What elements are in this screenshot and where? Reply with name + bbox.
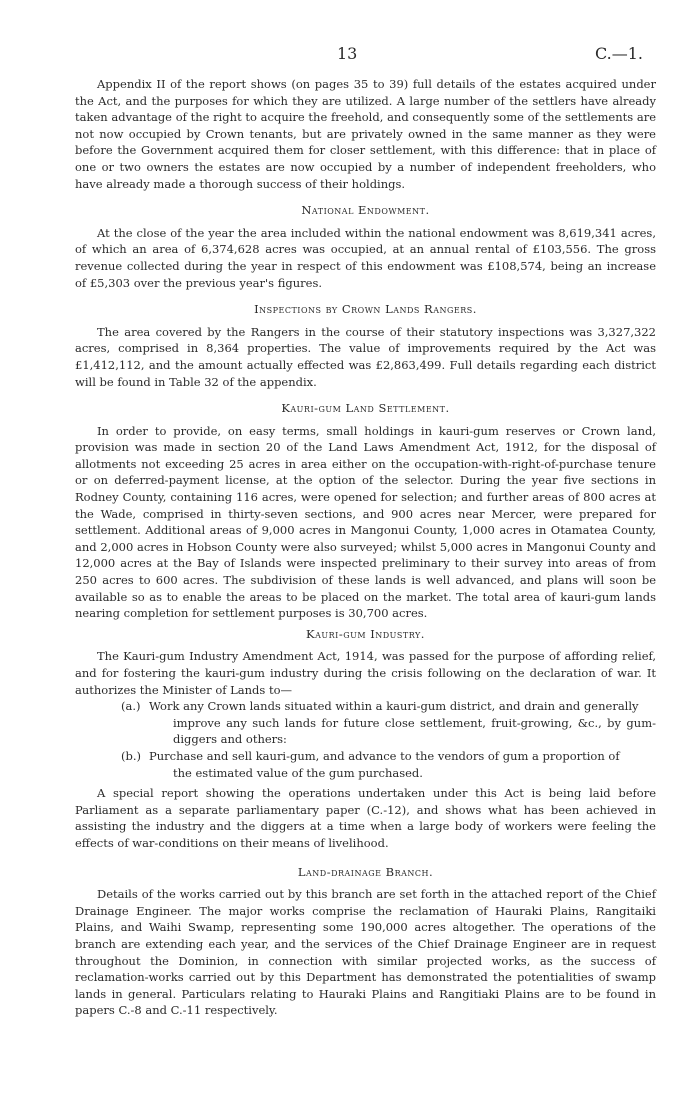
list-item-b	[121, 748, 656, 781]
list-item-a-first-line: Work any Crown lands situated within a kauri-gum district, and drain and generally	[149, 699, 639, 714]
heading-kauri-gum-land-settlement: Kauri-gum Land Settlement.	[281, 401, 450, 416]
list-item-a-continuation: improve any such lands for future close settlement, fruit-growing, &c., by gum-diggers and others:	[173, 715, 656, 747]
paragraph-appendix: Appendix II of the report shows (on pages 35 to 39) full details of the estates acquired under the Act, and the purposes for which they are utilized. A large number of the settlers have already taken advantage of the right to acquire the freehold, and consequently some of the settlements are not now occupied by Crown tenants, but are privately owned in the same manner as they were before the Government acquired them for closer settlement, with this difference: that in place of one or two owners the estates are now occupied by a number of independent freeholders, who have already made a thorough success of their holdings.	[75, 77, 656, 191]
paragraph-kauri-gum-industry-intro: The Kauri-gum Industry Amendment Act, 1914, was passed for the purpose of affording relief, and for fostering the kauri-gum industry during the crisis following on the declaration of war. It authorizes the Minister of Lands to—	[75, 649, 656, 697]
heading-kauri-gum-industry: Kauri-gum Industry.	[306, 626, 425, 641]
list-item-b-first-line: Purchase and sell kauri-gum, and advance to the vendors of gum a proportion of	[149, 748, 620, 763]
list-marker-b: (b.)	[121, 748, 141, 763]
document-body	[75, 76, 656, 1019]
list-item-b-continuation: the estimated value of the gum purchased.	[173, 765, 423, 780]
authorization-list	[121, 698, 656, 781]
paragraph-national-endowment: At the close of the year the area included within the national endowment was 8,619,341 acres, of which an area of 6,374,628 acres was occupied, at an annual rental of £103,556. The gross revenue collected during the year in respect of this endowment was £108,574, being an increase of £5,303 over the previous year's figures.	[75, 225, 656, 290]
list-item-a	[121, 698, 656, 748]
paragraph-special-report: A special report showing the operations undertaken under this Act is being laid before Parliament as a separate parliamentary paper (C.-12), and shows what has been achieved in assisting the industry and the diggers at a time when a large body of workers were feeling the effects of war-conditions on their means of livelihood.	[75, 786, 656, 850]
paragraph-land-drainage: Details of the works carried out by this branch are set forth in the attached report of the Chief Drainage Engineer. The major works comprise the reclamation of Hauraki Plains, Rangitaiki Plains, and Waihi Swamp, representing some 190,000 acres altogether. The operations of the branch are extending each year, and the services of the Chief Drainage Engineer are in request throughout the Dominion, in connection with similar projected works, as the success of reclamation-works carried out by this Department has demonstrated the potentialities of swamp lands in general. Particulars relating to Hauraki Plains and Rangitiaki Plains are to be found in papers C.-8 and C.-11 respectively.	[75, 887, 656, 1018]
heading-inspections: Inspections by Crown Lands Rangers.	[254, 302, 477, 317]
paragraph-kauri-gum-land-settlement: In order to provide, on easy terms, small holdings in kauri-gum reserves or Crown land, provision was made in section 20 of the Land Laws Amendment Act, 1912, for the disposal of allotments not exceeding 25 acres in area either on the occupation-with-right-of-purchase tenure or on deferred-payment license, at the option of the selector. During the year five sections in Rodney County, containing 116 acres, were opened for selection; and further areas of 800 acres at the Wade, comprised in thirty-seven sections, and 900 acres near Mercer, were prepared for settlement. Additional areas of 9,000 acres in Mangonui County, 1,000 acres in Otamatea County, and 2,000 acres in Hobson County were also surveyed; whilst 5,000 acres in Mangonui County and 12,000 acres at the Bay of Islands were inspected preliminary to their survey into areas of from 250 acres to 600 acres. The subdivision of these lands is well advanced, and plans will soon be available so as to enable the areas to be placed on the market. The total area of kauri-gum lands nearing completion for settlement purposes is 30,700 acres.	[75, 423, 656, 621]
heading-national-endowment: National Endowment.	[301, 203, 430, 218]
document-reference: C.—1.	[594, 44, 643, 63]
paragraph-inspections: The area covered by the Rangers in the course of their statutory inspections was 3,327,322 acres, comprised in 8,364 properties. The value of improvements required by the Act was £1,412,112, and the amount actually effected was £2,863,499. Full details regarding each district will be found in Table 32 of the appendix.	[75, 324, 656, 389]
heading-land-drainage-branch: Land-drainage Branch.	[297, 864, 434, 879]
page-header	[0, 44, 700, 64]
page-number: 13	[337, 44, 358, 63]
list-marker-a: (a.)	[121, 699, 141, 714]
